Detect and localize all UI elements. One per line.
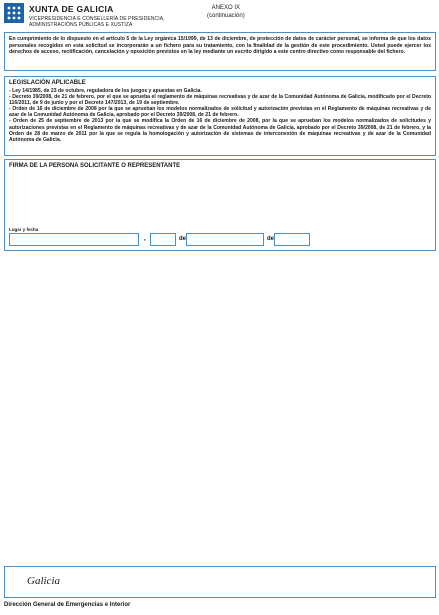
- legislation-item: - Ley 14/1985, de 23 de octubre, reguladora de los juegos y apuestas en Galicia.: [9, 88, 202, 94]
- privacy-notice-text: En cumprimiento de lo dispuesto en el artículo 5 de la Ley orgánica 15/1999, de 13 de diciembre, de protección de datos de carácter personal, se informa de que los datos personales recogidos en esta solicitud se incorporarán a un fichero para su tratamiento, con la finalidad de la gestión de este procedimiento. Usted puede ejercer los derechos de acceso, rectificación, cancelación y oposición previstos en la ley mediante un escrito dirigido a este centro directivo como responsable del fichero.: [9, 36, 431, 56]
- legislation-item: - Orden de 16 de diciembre de 2008 por la que se aprueban los modelos normalizados de solicitud y autorización previstas en el Reglamento de máquinas recreativas y de azar de la Comunidad Autónoma de Galicia, aprobado por el Decreto 39/2008, de 21 de febrero.: [9, 106, 431, 119]
- de-separator-2: de: [267, 236, 275, 242]
- legislation-title: LEGISLACIÓN APLICABLE: [9, 80, 86, 86]
- footer-department: Dirección General de Emergencias e Interior: [4, 602, 131, 608]
- document-header: [4, 3, 434, 33]
- legislation-box: [4, 76, 436, 156]
- department-line-2: ADMINISTRACIÓNS PÚBLICAS E XUSTIZA: [29, 22, 133, 28]
- month-field[interactable]: [186, 233, 264, 246]
- signature-box: [4, 159, 436, 251]
- comma-separator: ,: [144, 236, 146, 242]
- annex-label: [207, 5, 245, 20]
- xunta-emblem-icon: [4, 3, 24, 23]
- place-field[interactable]: [9, 233, 139, 246]
- legislation-item: - Decreto 39/2008, de 21 de febrero, por el que se aprueba el reglamento de máquinas recreativas y de azar de la Comunidad Autónoma de Galicia, modificado por el Decreto 116/2011, de 9 de junio y por el Decreto 147/2013, de 19 de septiembre.: [9, 94, 431, 107]
- place-date-label: Lugar y fecha: [9, 227, 39, 232]
- year-field[interactable]: [274, 233, 310, 246]
- privacy-notice-box: [4, 32, 436, 71]
- day-field[interactable]: [150, 233, 176, 246]
- galicia-logo: Galicia: [27, 575, 60, 587]
- de-separator-1: de: [179, 236, 187, 242]
- footer-box: [4, 566, 436, 598]
- annex-title: ANEXO IX: [211, 5, 241, 11]
- department-line-1: VICEPRESIDENCIA E CONSELLERÍA DE PRESIDENCIA,: [29, 16, 165, 22]
- brand-name: XUNTA DE GALICIA: [29, 4, 114, 14]
- legislation-item: - Orden de 25 de septiembre de 2013 por la que se modifica la Orden de 16 de diciembre de 2008, por la que se aprueban los modelos normalizados de solicitudes y autorizaciones previstas en el Reglamento de máquinas recreativas y de azar de la Comunidad Autónoma de Galicia, aprobado por el Decreto 39/2008, de 21 de febrero, y la Orden de 28 de marzo de 2011 por la que se regula la homologación y autorización de sistemas de interconexión de máquinas recreativas y de azar de la Comunidad Autónoma de Galicia.: [9, 118, 431, 143]
- signature-title: FIRMA DE LA PERSONA SOLICITANTE O REPRESENTANTE: [9, 163, 181, 169]
- annex-subtitle: (continuación): [207, 12, 245, 19]
